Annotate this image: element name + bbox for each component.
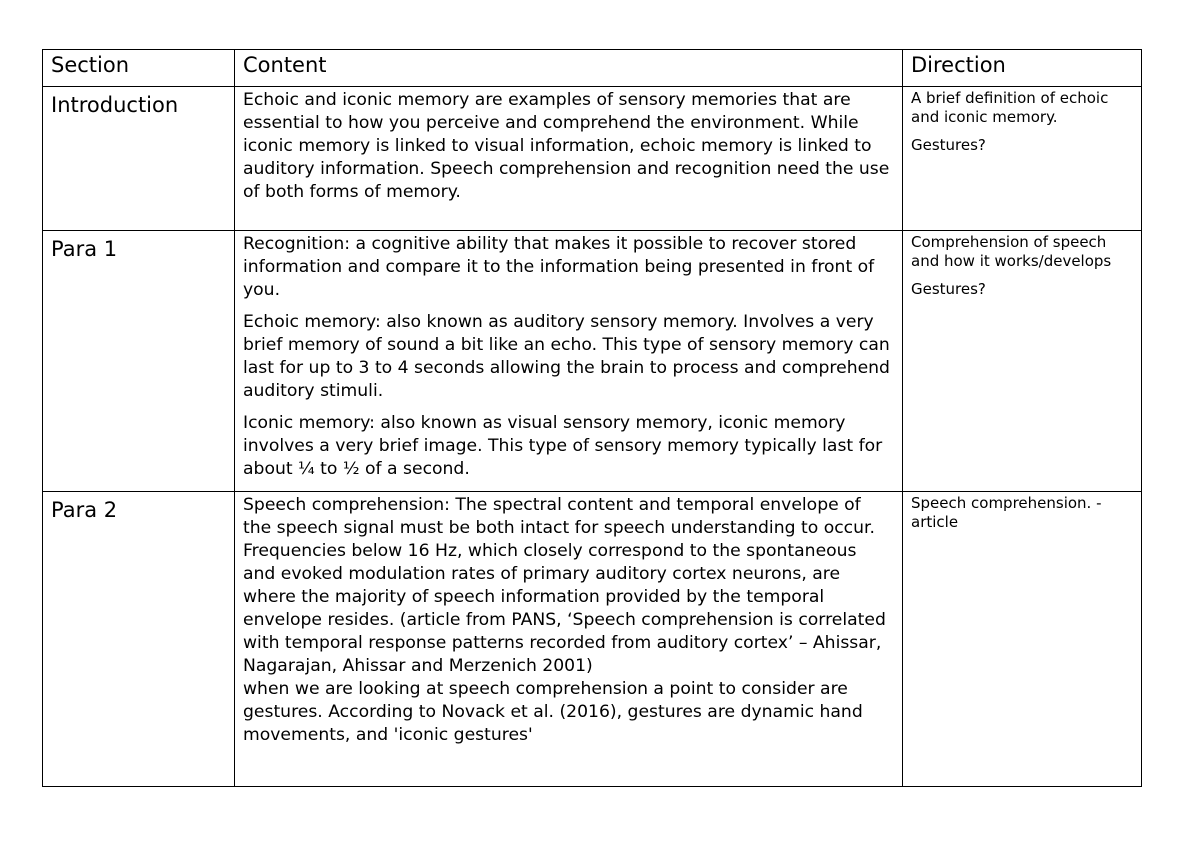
header-direction: Direction: [903, 50, 1142, 87]
direction-note: Comprehension of speech and how it works/develops: [911, 233, 1112, 270]
direction-cell: [903, 87, 1142, 231]
essay-plan-table: [42, 49, 1142, 787]
content-cell: [235, 492, 903, 787]
content-paragraph: Echoic and iconic memory are examples of sensory memories that are essential to how you perceive and comprehend the environment. While iconic memory is linked to visual information, echoic memory is linked to auditory information. Speech comprehension and recognition need the use of both forms of memory.: [243, 90, 890, 202]
direction-note: Speech comprehension. - article: [911, 494, 1102, 531]
section-cell: Para 1: [43, 231, 235, 492]
table-row-para-1: [43, 231, 1142, 492]
table-header-row: [43, 50, 1142, 87]
direction-note: Gestures?: [911, 280, 986, 298]
content-paragraph: when we are looking at speech comprehension a point to consider are gestures. According to Novack et al. (2016), gestures are dynamic hand movements, and 'iconic gestures': [243, 679, 863, 745]
content-paragraph: Iconic memory: also known as visual sensory memory, iconic memory involves a very brief image. This type of sensory memory typically last for about ¼ to ½ of a second.: [243, 413, 883, 479]
content-paragraph: Speech comprehension: The spectral content and temporal envelope of the speech signal must be both intact for speech understanding to occur. Frequencies below 16 Hz, which closely correspond to the spontaneous and evoked modulation rates of primary auditory cortex neurons, are where the majority of speech information provided by the temporal envelope resides. (article from PANS, ‘Speech comprehension is correlated with temporal response patterns recorded from auditory cortex’ – Ahissar, Nagarajan, Ahissar and Merzenich 2001): [243, 495, 886, 676]
content-paragraph: Echoic memory: also known as auditory sensory memory. Involves a very brief memory of sound a bit like an echo. This type of sensory memory can last for up to 3 to 4 seconds allowing the brain to process and comprehend auditory stimuli.: [243, 312, 890, 401]
direction-note: A brief definition of echoic and iconic memory.: [911, 89, 1109, 126]
table-row-para-2: [43, 492, 1142, 787]
direction-note: Gestures?: [911, 136, 986, 154]
section-cell: Para 2: [43, 492, 235, 787]
table-row-introduction: [43, 87, 1142, 231]
direction-cell: [903, 492, 1142, 787]
header-section: Section: [43, 50, 235, 87]
section-cell: Introduction: [43, 87, 235, 231]
header-content: Content: [235, 50, 903, 87]
content-paragraph: Recognition: a cognitive ability that makes it possible to recover stored information and compare it to the information being presented in front of you.: [243, 234, 875, 300]
content-cell: [235, 87, 903, 231]
direction-cell: [903, 231, 1142, 492]
content-cell: [235, 231, 903, 492]
